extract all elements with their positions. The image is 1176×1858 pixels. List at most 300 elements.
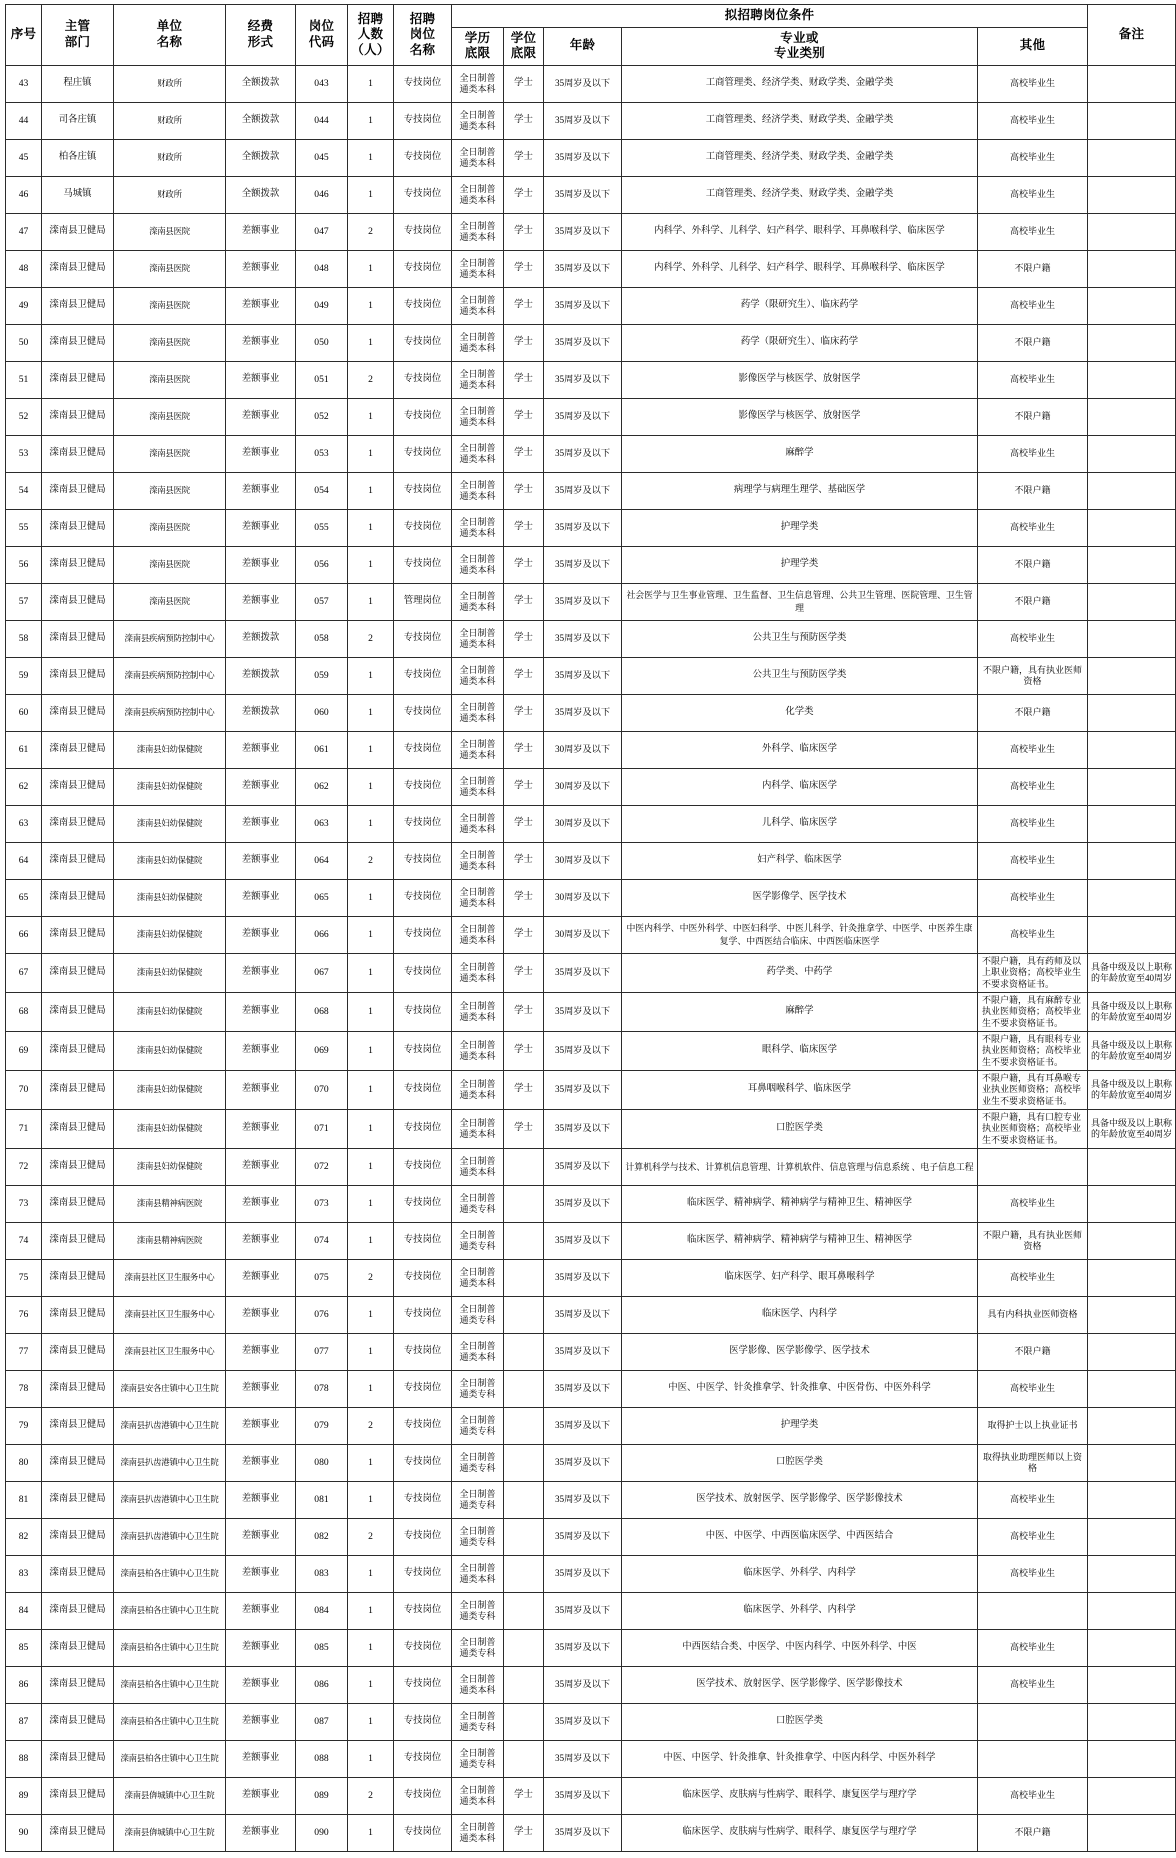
cell-headcount: 1 (348, 398, 394, 435)
cell-other: 高校毕业生 (978, 620, 1088, 657)
cell-other: 不限户籍，具有执业医师资格 (978, 1222, 1088, 1259)
table-row (6, 213, 1176, 250)
cell-headcount: 1 (348, 1444, 394, 1481)
cell-post-code: 051 (296, 361, 348, 398)
cell-age: 35周岁及以下 (544, 65, 622, 102)
cell-remark (1088, 1629, 1176, 1666)
table-row (6, 1740, 1176, 1777)
cell-department: 滦南县卫健局 (42, 1370, 114, 1407)
cell-post-code: 044 (296, 102, 348, 139)
table-row (6, 916, 1176, 953)
cell-seq: 56 (6, 546, 42, 583)
cell-seq: 45 (6, 139, 42, 176)
cell-education-line2: 通类本科 (459, 1050, 496, 1061)
cell-post-code: 086 (296, 1666, 348, 1703)
cell-other: 不限户籍，具有眼科专业执业医师资格；高校毕业生不要求资格证书。 (978, 1031, 1088, 1070)
cell-age: 35周岁及以下 (544, 1703, 622, 1740)
col-header-education-line2: 底限 (464, 46, 491, 61)
cell-headcount: 1 (348, 139, 394, 176)
cell-seq: 63 (6, 805, 42, 842)
cell-remark (1088, 768, 1176, 805)
cell-major: 临床医学、内科学 (622, 1296, 978, 1333)
cell-seq: 70 (6, 1070, 42, 1109)
cell-seq: 69 (6, 1031, 42, 1070)
cell-unit: 滦南县妇幼保健院 (114, 879, 226, 916)
cell-education-line1: 全日制普 (459, 1303, 496, 1314)
cell-education-line1: 全日制普 (459, 1229, 496, 1240)
cell-remark (1088, 620, 1176, 657)
cell-unit: 滦南县医院 (114, 583, 226, 620)
cell-post-code: 090 (296, 1814, 348, 1851)
cell-post-name: 专技岗位 (394, 1814, 452, 1851)
cell-degree (504, 1333, 544, 1370)
cell-unit: 滦南县柏各庄镇中心卫生院 (114, 1555, 226, 1592)
cell-unit: 滦南县社区卫生服务中心 (114, 1296, 226, 1333)
cell-seq: 44 (6, 102, 42, 139)
cell-headcount: 1 (348, 472, 394, 509)
cell-other: 高校毕业生 (978, 102, 1088, 139)
cell-unit: 滦南县医院 (114, 213, 226, 250)
cell-post-code: 070 (296, 1070, 348, 1109)
cell-unit: 滦南县妇幼保健院 (114, 1070, 226, 1109)
cell-education (452, 1777, 504, 1814)
table-row (6, 1407, 1176, 1444)
cell-other: 高校毕业生 (978, 1481, 1088, 1518)
cell-funding: 差额事业 (226, 324, 296, 361)
cell-education-line2: 通类本科 (459, 342, 496, 353)
cell-post-name: 专技岗位 (394, 1259, 452, 1296)
cell-remark (1088, 1518, 1176, 1555)
cell-education-line2: 通类专科 (459, 1240, 496, 1251)
cell-education-line2: 通类专科 (459, 1536, 496, 1547)
cell-unit: 滦南县精神病医院 (114, 1185, 226, 1222)
cell-other: 高校毕业生 (978, 435, 1088, 472)
cell-department: 滦南县卫健局 (42, 657, 114, 694)
cell-unit: 财政所 (114, 139, 226, 176)
cell-remark (1088, 1296, 1176, 1333)
cell-department: 滦南县卫健局 (42, 805, 114, 842)
cell-education-line2: 通类本科 (459, 453, 496, 464)
cell-education-line1: 全日制普 (459, 1673, 496, 1684)
cell-unit: 财政所 (114, 65, 226, 102)
table-row (6, 768, 1176, 805)
cell-degree: 学士 (504, 1777, 544, 1814)
cell-unit: 滦南县医院 (114, 546, 226, 583)
table-row (6, 509, 1176, 546)
cell-age: 35周岁及以下 (544, 1481, 622, 1518)
cell-headcount: 1 (348, 953, 394, 992)
cell-funding: 差额事业 (226, 916, 296, 953)
cell-other: 不限户籍，具有麻醉专业执业医师资格；高校毕业生不要求资格证书。 (978, 992, 1088, 1031)
cell-post-code: 054 (296, 472, 348, 509)
cell-education-line1: 全日制普 (459, 775, 496, 786)
cell-funding: 全额拨款 (226, 65, 296, 102)
cell-degree (504, 1407, 544, 1444)
cell-education-line1: 全日制普 (459, 1562, 496, 1573)
cell-other: 不限户籍 (978, 472, 1088, 509)
cell-funding: 差额事业 (226, 1148, 296, 1185)
cell-major: 内科学、外科学、儿科学、妇产科学、眼科学、耳鼻喉科学、临床医学 (622, 250, 978, 287)
cell-education-line1: 全日制普 (459, 109, 496, 120)
cell-seq: 64 (6, 842, 42, 879)
cell-degree: 学士 (504, 805, 544, 842)
table-row (6, 694, 1176, 731)
col-header-remark: 备注 (1088, 5, 1176, 66)
cell-post-code: 061 (296, 731, 348, 768)
cell-funding: 差额事业 (226, 1031, 296, 1070)
cell-age: 30周岁及以下 (544, 842, 622, 879)
cell-unit: 滦南县医院 (114, 361, 226, 398)
cell-department: 滦南县卫健局 (42, 361, 114, 398)
cell-headcount: 1 (348, 65, 394, 102)
cell-education-line1: 全日制普 (459, 1636, 496, 1647)
cell-education-line2: 通类本科 (459, 972, 496, 983)
table-row (6, 102, 1176, 139)
cell-major: 临床医学、外科学、内科学 (622, 1592, 978, 1629)
cell-headcount: 1 (348, 1370, 394, 1407)
cell-headcount: 1 (348, 1555, 394, 1592)
cell-post-name: 专技岗位 (394, 1296, 452, 1333)
table-row (6, 1148, 1176, 1185)
cell-post-code: 048 (296, 250, 348, 287)
cell-education (452, 1222, 504, 1259)
cell-remark (1088, 398, 1176, 435)
cell-seq: 46 (6, 176, 42, 213)
cell-education (452, 65, 504, 102)
cell-post-code: 073 (296, 1185, 348, 1222)
col-header-other: 其他 (978, 27, 1088, 65)
cell-other: 高校毕业生 (978, 287, 1088, 324)
cell-age: 35周岁及以下 (544, 1592, 622, 1629)
cell-post-code: 050 (296, 324, 348, 361)
table-row (6, 657, 1176, 694)
cell-funding: 差额事业 (226, 583, 296, 620)
cell-education-line2: 通类专科 (459, 1721, 496, 1732)
cell-unit: 滦南县医院 (114, 509, 226, 546)
cell-remark (1088, 1592, 1176, 1629)
cell-seq: 51 (6, 361, 42, 398)
table-row (6, 620, 1176, 657)
cell-funding: 差额拨款 (226, 694, 296, 731)
cell-major: 工商管理类、经济学类、财政学类、金融学类 (622, 176, 978, 213)
cell-headcount: 1 (348, 657, 394, 694)
cell-other: 取得护士以上执业证书 (978, 1407, 1088, 1444)
cell-department: 滦南县卫健局 (42, 472, 114, 509)
cell-post-name: 专技岗位 (394, 694, 452, 731)
cell-headcount: 1 (348, 1740, 394, 1777)
cell-education-line2: 通类本科 (459, 1089, 496, 1100)
cell-headcount: 2 (348, 1259, 394, 1296)
table-row (6, 250, 1176, 287)
cell-age: 35周岁及以下 (544, 620, 622, 657)
cell-education-line1: 全日制普 (459, 812, 496, 823)
col-header-degree (504, 27, 544, 65)
cell-department: 滦南县卫健局 (42, 583, 114, 620)
cell-education (452, 250, 504, 287)
table-body (6, 65, 1176, 1851)
cell-funding: 差额事业 (226, 287, 296, 324)
cell-post-name: 专技岗位 (394, 398, 452, 435)
cell-degree (504, 1518, 544, 1555)
cell-post-name: 专技岗位 (394, 1222, 452, 1259)
cell-degree: 学士 (504, 842, 544, 879)
cell-department: 柏各庄镇 (42, 139, 114, 176)
cell-unit: 财政所 (114, 176, 226, 213)
cell-department: 司各庄镇 (42, 102, 114, 139)
cell-age: 35周岁及以下 (544, 250, 622, 287)
cell-other: 高校毕业生 (978, 1185, 1088, 1222)
cell-headcount: 1 (348, 324, 394, 361)
cell-headcount: 1 (348, 1592, 394, 1629)
cell-other: 不限户籍，具有执业医师资格 (978, 657, 1088, 694)
cell-post-code: 072 (296, 1148, 348, 1185)
cell-education (452, 176, 504, 213)
col-header-conditions-group: 拟招聘岗位条件 (452, 5, 1088, 28)
cell-remark (1088, 287, 1176, 324)
cell-headcount: 1 (348, 1222, 394, 1259)
cell-other: 不限户籍，具有药师及以上职业资格；高校毕业生不要求资格证书。 (978, 953, 1088, 992)
cell-other: 不限户籍 (978, 694, 1088, 731)
cell-education-line1: 全日制普 (459, 1377, 496, 1388)
cell-headcount: 1 (348, 509, 394, 546)
cell-funding: 差额事业 (226, 398, 296, 435)
cell-remark (1088, 1666, 1176, 1703)
cell-department: 滦南县卫健局 (42, 731, 114, 768)
table-row (6, 1031, 1176, 1070)
cell-unit: 滦南县倴城镇中心卫生院 (114, 1777, 226, 1814)
cell-headcount: 1 (348, 1333, 394, 1370)
cell-department: 滦南县卫健局 (42, 879, 114, 916)
cell-seq: 88 (6, 1740, 42, 1777)
cell-unit: 滦南县社区卫生服务中心 (114, 1333, 226, 1370)
cell-major: 医学技术、放射医学、医学影像学、医学影像技术 (622, 1481, 978, 1518)
cell-unit: 滦南县精神病医院 (114, 1222, 226, 1259)
cell-education-line1: 全日制普 (459, 1784, 496, 1795)
cell-other: 高校毕业生 (978, 361, 1088, 398)
cell-degree: 学士 (504, 139, 544, 176)
cell-post-name: 专技岗位 (394, 1592, 452, 1629)
cell-headcount: 2 (348, 361, 394, 398)
cell-education-line1: 全日制普 (459, 886, 496, 897)
cell-headcount: 2 (348, 620, 394, 657)
cell-education-line2: 通类专科 (459, 1647, 496, 1658)
cell-post-name: 专技岗位 (394, 1777, 452, 1814)
cell-headcount: 1 (348, 731, 394, 768)
cell-major: 口腔医学类 (622, 1444, 978, 1481)
cell-education-line2: 通类本科 (459, 157, 496, 168)
cell-education (452, 583, 504, 620)
cell-age: 35周岁及以下 (544, 1777, 622, 1814)
cell-education-line1: 全日制普 (459, 516, 496, 527)
cell-major: 麻醉学 (622, 435, 978, 472)
cell-education (452, 879, 504, 916)
cell-degree (504, 1555, 544, 1592)
cell-headcount: 2 (348, 213, 394, 250)
cell-major: 化学类 (622, 694, 978, 731)
cell-degree (504, 1148, 544, 1185)
cell-post-name: 专技岗位 (394, 620, 452, 657)
cell-other: 不限户籍 (978, 398, 1088, 435)
cell-degree: 学士 (504, 916, 544, 953)
cell-headcount: 1 (348, 1296, 394, 1333)
cell-education-line2: 通类本科 (459, 638, 496, 649)
cell-remark: 具备中级及以上职称的年龄放宽至40周岁 (1088, 1109, 1176, 1148)
cell-major: 影像医学与核医学、放射医学 (622, 398, 978, 435)
cell-funding: 差额事业 (226, 731, 296, 768)
cell-funding: 差额事业 (226, 1666, 296, 1703)
cell-degree (504, 1592, 544, 1629)
cell-age: 35周岁及以下 (544, 1814, 622, 1851)
cell-education-line2: 通类本科 (459, 1128, 496, 1139)
cell-education-line1: 全日制普 (459, 1599, 496, 1610)
cell-education (452, 1031, 504, 1070)
cell-headcount: 1 (348, 1109, 394, 1148)
cell-major: 医学技术、放射医学、医学影像学、医学影像技术 (622, 1666, 978, 1703)
cell-education-line2: 通类本科 (459, 934, 496, 945)
cell-education-line2: 通类本科 (459, 1351, 496, 1362)
cell-post-name: 专技岗位 (394, 1555, 452, 1592)
cell-remark (1088, 546, 1176, 583)
cell-education (452, 805, 504, 842)
cell-department: 滦南县卫健局 (42, 992, 114, 1031)
cell-education-line2: 通类本科 (459, 786, 496, 797)
cell-age: 30周岁及以下 (544, 879, 622, 916)
cell-other: 高校毕业生 (978, 1555, 1088, 1592)
cell-unit: 滦南县妇幼保健院 (114, 1031, 226, 1070)
col-header-funding-line2: 形式 (247, 34, 274, 49)
cell-degree (504, 1666, 544, 1703)
cell-post-code: 064 (296, 842, 348, 879)
cell-education-line1: 全日制普 (459, 220, 496, 231)
cell-remark: 具备中级及以上职称的年龄放宽至40周岁 (1088, 1031, 1176, 1070)
col-header-post-name-line1: 招聘 (409, 11, 436, 26)
cell-education (452, 1148, 504, 1185)
cell-major: 工商管理类、经济学类、财政学类、金融学类 (622, 65, 978, 102)
cell-education-line1: 全日制普 (459, 442, 496, 453)
cell-department: 滦南县卫健局 (42, 546, 114, 583)
col-header-seq: 序号 (6, 5, 42, 66)
cell-education-line1: 全日制普 (459, 553, 496, 564)
cell-major: 临床医学、皮肤病与性病学、眼科学、康复医学与理疗学 (622, 1814, 978, 1851)
cell-degree: 学士 (504, 472, 544, 509)
cell-degree: 学士 (504, 731, 544, 768)
cell-headcount: 1 (348, 694, 394, 731)
cell-remark (1088, 361, 1176, 398)
cell-degree: 学士 (504, 583, 544, 620)
cell-post-code: 088 (296, 1740, 348, 1777)
cell-age: 35周岁及以下 (544, 1444, 622, 1481)
cell-education (452, 1407, 504, 1444)
col-header-unit-line1: 单位 (156, 19, 183, 34)
cell-funding: 差额事业 (226, 250, 296, 287)
cell-seq: 54 (6, 472, 42, 509)
cell-remark (1088, 1185, 1176, 1222)
cell-post-name: 专技岗位 (394, 768, 452, 805)
cell-funding: 差额事业 (226, 1518, 296, 1555)
cell-remark (1088, 879, 1176, 916)
cell-degree: 学士 (504, 1109, 544, 1148)
cell-education-line2: 通类专科 (459, 1388, 496, 1399)
table-row (6, 287, 1176, 324)
cell-post-name: 专技岗位 (394, 992, 452, 1031)
cell-major: 中医、中医学、中西医临床医学、中西医结合 (622, 1518, 978, 1555)
cell-funding: 差额拨款 (226, 657, 296, 694)
cell-funding: 差额事业 (226, 1629, 296, 1666)
cell-education-line1: 全日制普 (459, 1451, 496, 1462)
cell-remark (1088, 1333, 1176, 1370)
col-header-post-name (394, 5, 452, 66)
cell-seq: 85 (6, 1629, 42, 1666)
cell-age: 35周岁及以下 (544, 361, 622, 398)
cell-education (452, 1259, 504, 1296)
cell-seq: 43 (6, 65, 42, 102)
cell-remark (1088, 1777, 1176, 1814)
cell-department: 滦南县卫健局 (42, 287, 114, 324)
cell-seq: 47 (6, 213, 42, 250)
cell-major: 眼科学、临床医学 (622, 1031, 978, 1070)
cell-other: 高校毕业生 (978, 1518, 1088, 1555)
cell-unit: 滦南县妇幼保健院 (114, 842, 226, 879)
cell-seq: 89 (6, 1777, 42, 1814)
cell-other (978, 1148, 1088, 1185)
cell-major: 工商管理类、经济学类、财政学类、金融学类 (622, 102, 978, 139)
cell-post-code: 065 (296, 879, 348, 916)
cell-education-line2: 通类本科 (459, 268, 496, 279)
cell-headcount: 1 (348, 1185, 394, 1222)
cell-post-name: 专技岗位 (394, 1407, 452, 1444)
cell-major: 中医、中医学、针灸推拿学、针灸推拿、中医骨伤、中医外科学 (622, 1370, 978, 1407)
cell-post-code: 087 (296, 1703, 348, 1740)
table-row (6, 472, 1176, 509)
cell-funding: 差额事业 (226, 1259, 296, 1296)
cell-degree (504, 1481, 544, 1518)
cell-seq: 83 (6, 1555, 42, 1592)
cell-headcount: 2 (348, 1777, 394, 1814)
cell-seq: 78 (6, 1370, 42, 1407)
cell-seq: 68 (6, 992, 42, 1031)
table-row (6, 1481, 1176, 1518)
table-row (6, 1555, 1176, 1592)
cell-post-name: 专技岗位 (394, 1518, 452, 1555)
table-row (6, 1333, 1176, 1370)
cell-education-line2: 通类本科 (459, 527, 496, 538)
cell-post-name: 专技岗位 (394, 324, 452, 361)
cell-education-line1: 全日制普 (459, 590, 496, 601)
cell-education (452, 657, 504, 694)
cell-education (452, 139, 504, 176)
cell-department: 滦南县卫健局 (42, 324, 114, 361)
cell-education-line2: 通类本科 (459, 1277, 496, 1288)
cell-funding: 全额拨款 (226, 102, 296, 139)
cell-remark (1088, 1444, 1176, 1481)
cell-headcount: 1 (348, 1629, 394, 1666)
cell-post-code: 077 (296, 1333, 348, 1370)
col-header-major-line2: 专业类别 (773, 46, 826, 61)
table-row (6, 435, 1176, 472)
cell-degree (504, 1444, 544, 1481)
cell-department: 滦南县卫健局 (42, 1518, 114, 1555)
cell-post-code: 074 (296, 1222, 348, 1259)
cell-department: 滦南县卫健局 (42, 1592, 114, 1629)
cell-post-name: 专技岗位 (394, 250, 452, 287)
cell-major: 护理学类 (622, 509, 978, 546)
cell-seq: 90 (6, 1814, 42, 1851)
cell-funding: 差额事业 (226, 546, 296, 583)
cell-education-line1: 全日制普 (459, 1821, 496, 1832)
col-header-post-code-line2: 代码 (308, 34, 335, 49)
col-header-degree-line1: 学位 (510, 30, 537, 45)
cell-seq: 48 (6, 250, 42, 287)
